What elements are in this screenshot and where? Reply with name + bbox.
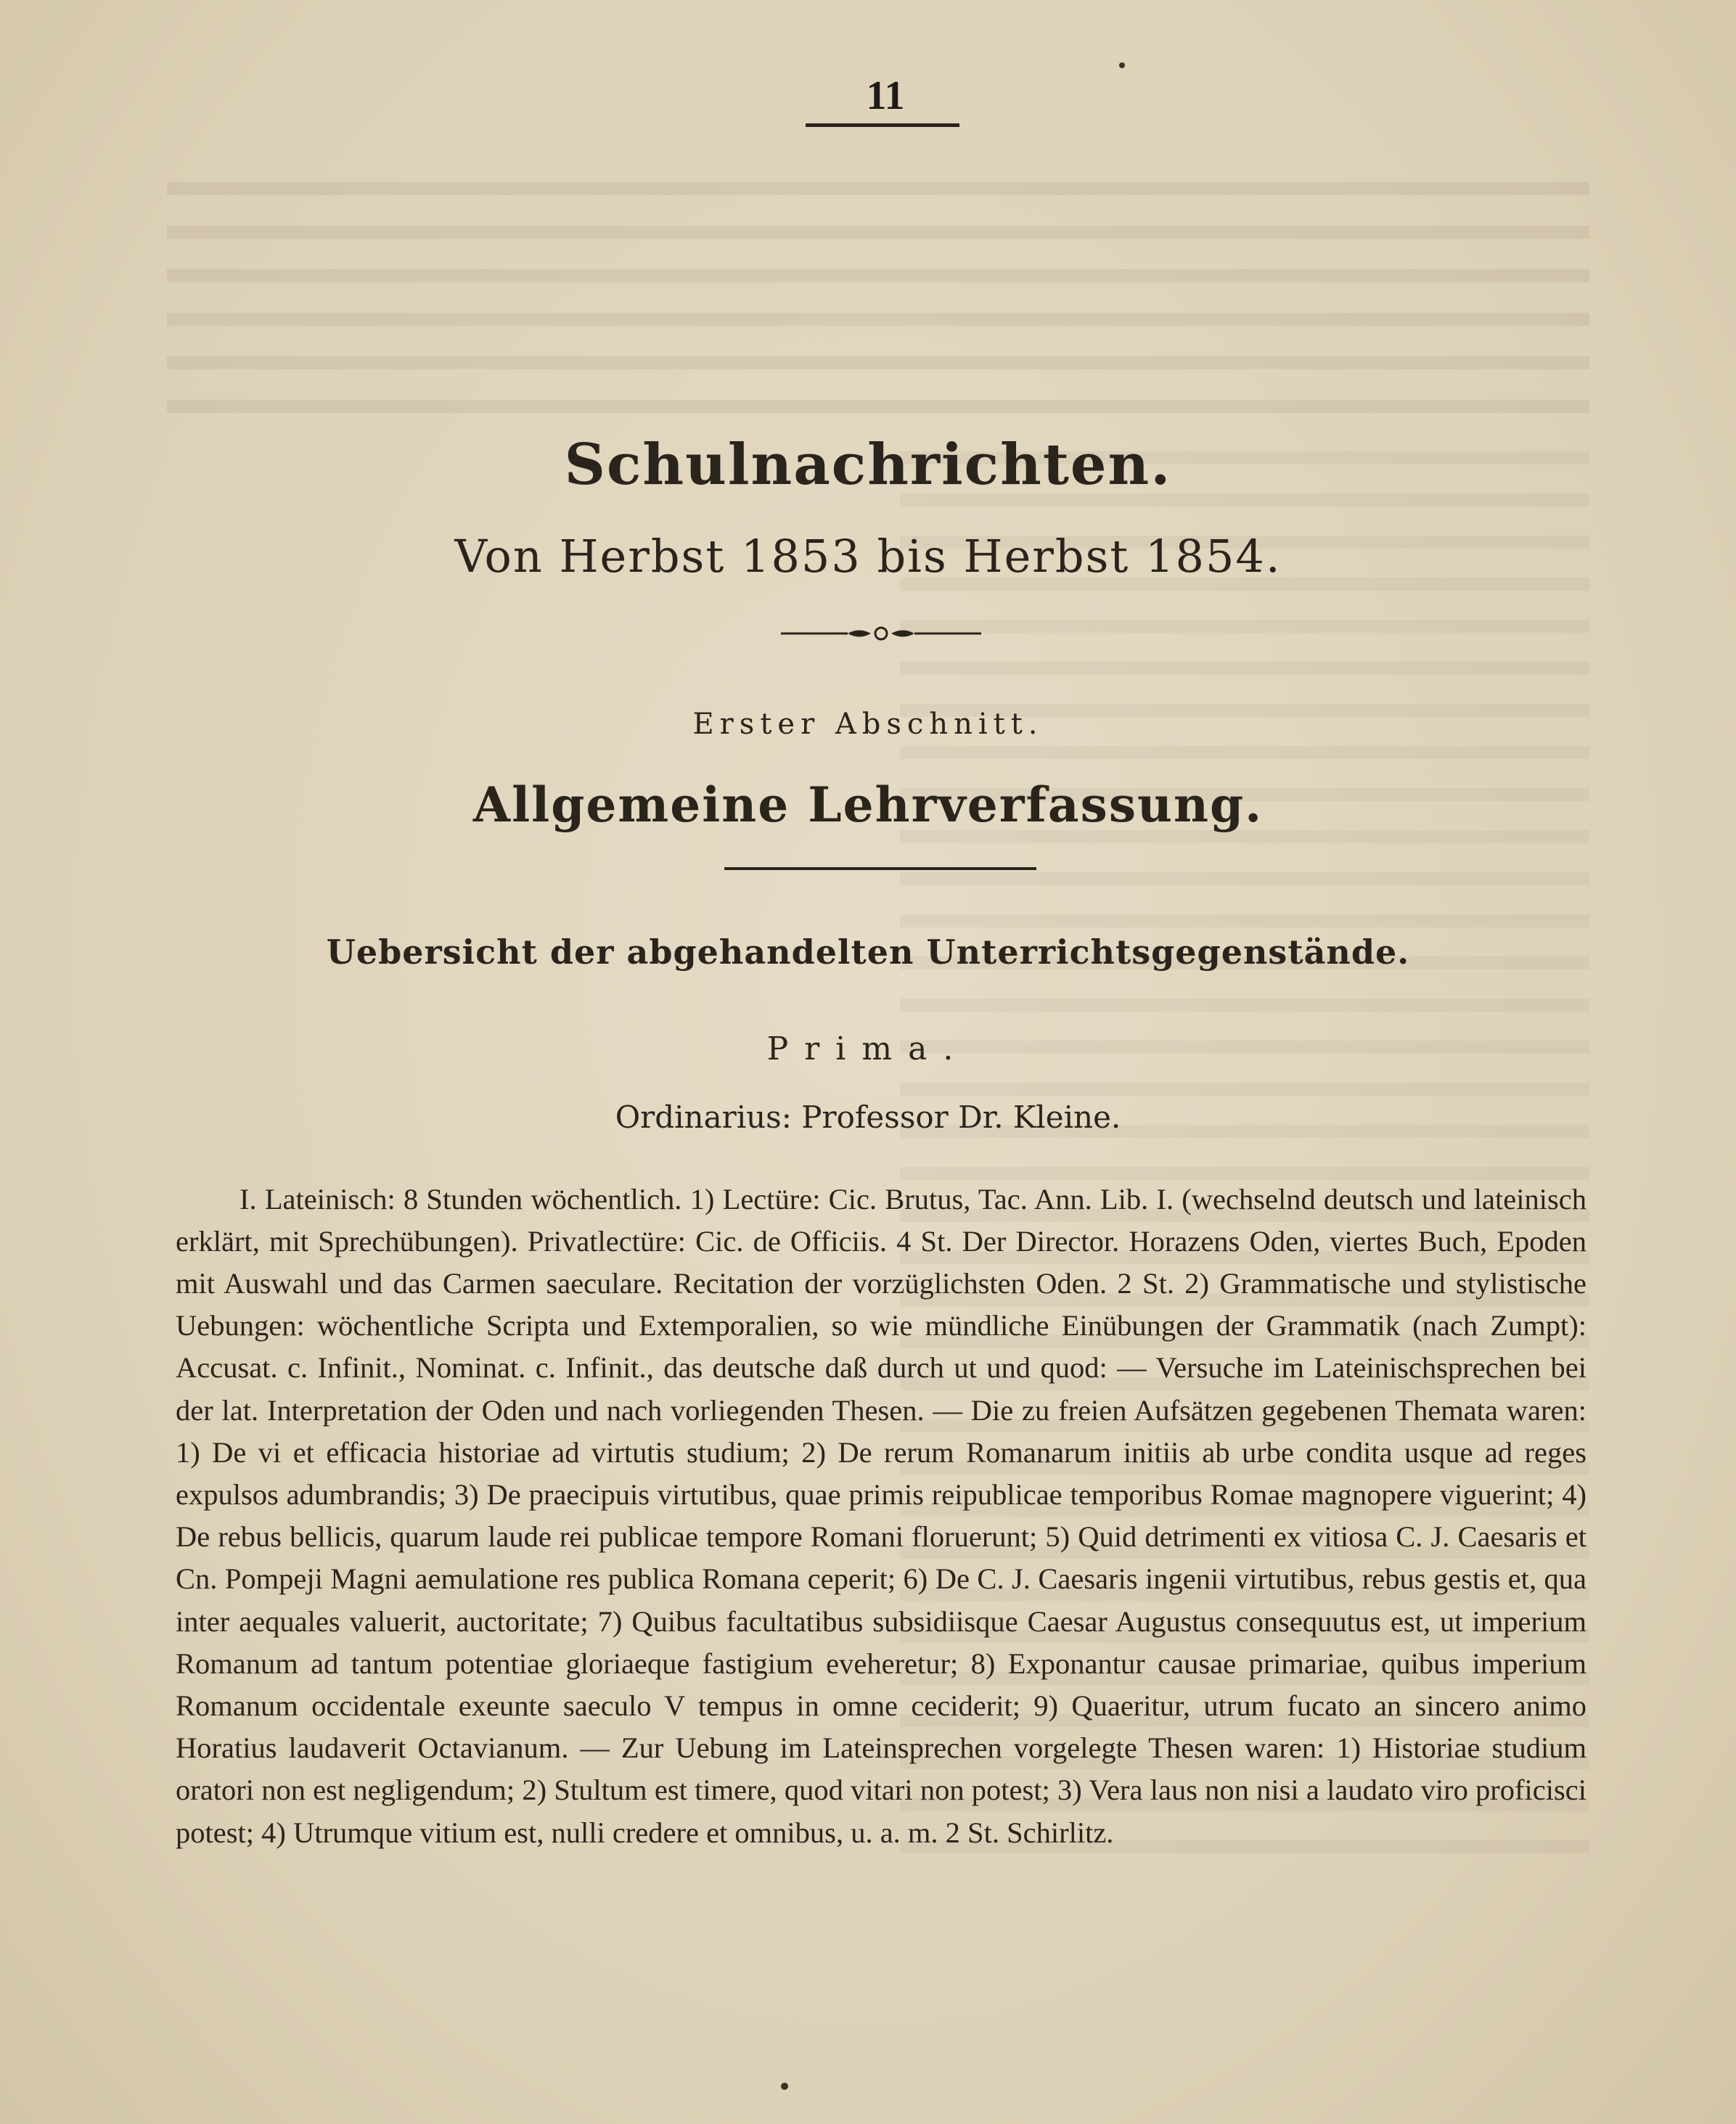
paper-speck bbox=[1119, 62, 1125, 68]
page-number: 11 bbox=[866, 73, 905, 118]
ordinarius-line: Ordinarius: Professor Dr. Kleine. bbox=[615, 1099, 1121, 1135]
page-number-rule bbox=[806, 123, 959, 127]
section-rule bbox=[724, 867, 1036, 870]
class-heading: Prima. bbox=[766, 1030, 970, 1067]
paper-speck bbox=[781, 2083, 788, 2090]
bleed-through-texture-top bbox=[167, 163, 1589, 425]
page-title: Schulnachrichten. bbox=[564, 432, 1172, 498]
body-paragraph: I. Lateinisch: 8 Stunden wöchentlich. 1) Lectüre: Cic. Brutus, Tac. Ann. Lib. I. (wechselnd deutsch und lateinisch erklärt, mit Sprechübungen). Privatlectüre: Cic. de Officiis. 4 St. Der Director. Horazens Oden, viertes Buch, Epoden mit Auswahl und das Carmen saeculare. Recitation der vorzüglichsten Oden. 2 St. 2) Grammatische und stylistische Uebungen: wöchentliche Scripta und Extemporalien, so wie mündliche Einübungen der Grammatik (nach Zumpt): Accusat. c. Infinit., Nominat. c. Infinit., das deutsche daß durch ut und quod: — Versuche im Lateinischsprechen bei der lat. Interpretation der Oden und nach vorliegenden Thesen. — Die zu freien Aufsätzen gegebenen Themata waren: 1) De vi et efficacia historiae ad virtutis studium; 2) De rerum Romanarum initiis ab urbe condita usque ad reges expulsos adumbrandis; 3) De praecipuis virtutibus, quae primis reipublicae temporibus Romae magnopere viguerint; 4) De rebus bellicis, quarum laude rei publicae tempore Romani floruerunt; 5) Quid detrimenti ex vitiosa C. J. Caesaris et Cn. Pompeji Magni aemulatione res publica Romana ceperit; 6) De C. J. Caesaris ingenii virtutibus, rebus gestis et, qua inter aequales valuerit, auctoritate; 7) Quibus facultatibus subsidiisque Caesar Augustus consequutus est, ut imperium Romanum ad tantum potentiae gloriaeque fastigium eveheretur; 8) Exponantur causae primariae, quibus imperium Romanum occidentale exeunte saeculo V tempus in omne ceciderit; 9) Quaeritur, utrum fucato an sincero animo Horatius laudaverit Octavianum. — Zur Uebung im Lateinsprechen vorgelegte Thesen waren: 1) Historiae studium oratori non est negligendum; 2) Stultum est timere, quod vitari non potest; 3) Vera laus non nisi a laudato viro proficisci potest; 4) Utrumque vitium est, nulli credere et omnibus, u. a. m. 2 St. Schirlitz. bbox=[176, 1182, 1586, 1849]
section-label: Erster Abschnitt. bbox=[692, 708, 1044, 741]
ornament-divider-icon bbox=[781, 623, 981, 644]
section-title: Allgemeine Lehrverfassung. bbox=[472, 776, 1264, 833]
overview-heading: Uebersicht der abgehandelten Unterrichtsgegenstände. bbox=[326, 932, 1410, 972]
page-subtitle: Von Herbst 1853 bis Herbst 1854. bbox=[454, 530, 1282, 583]
